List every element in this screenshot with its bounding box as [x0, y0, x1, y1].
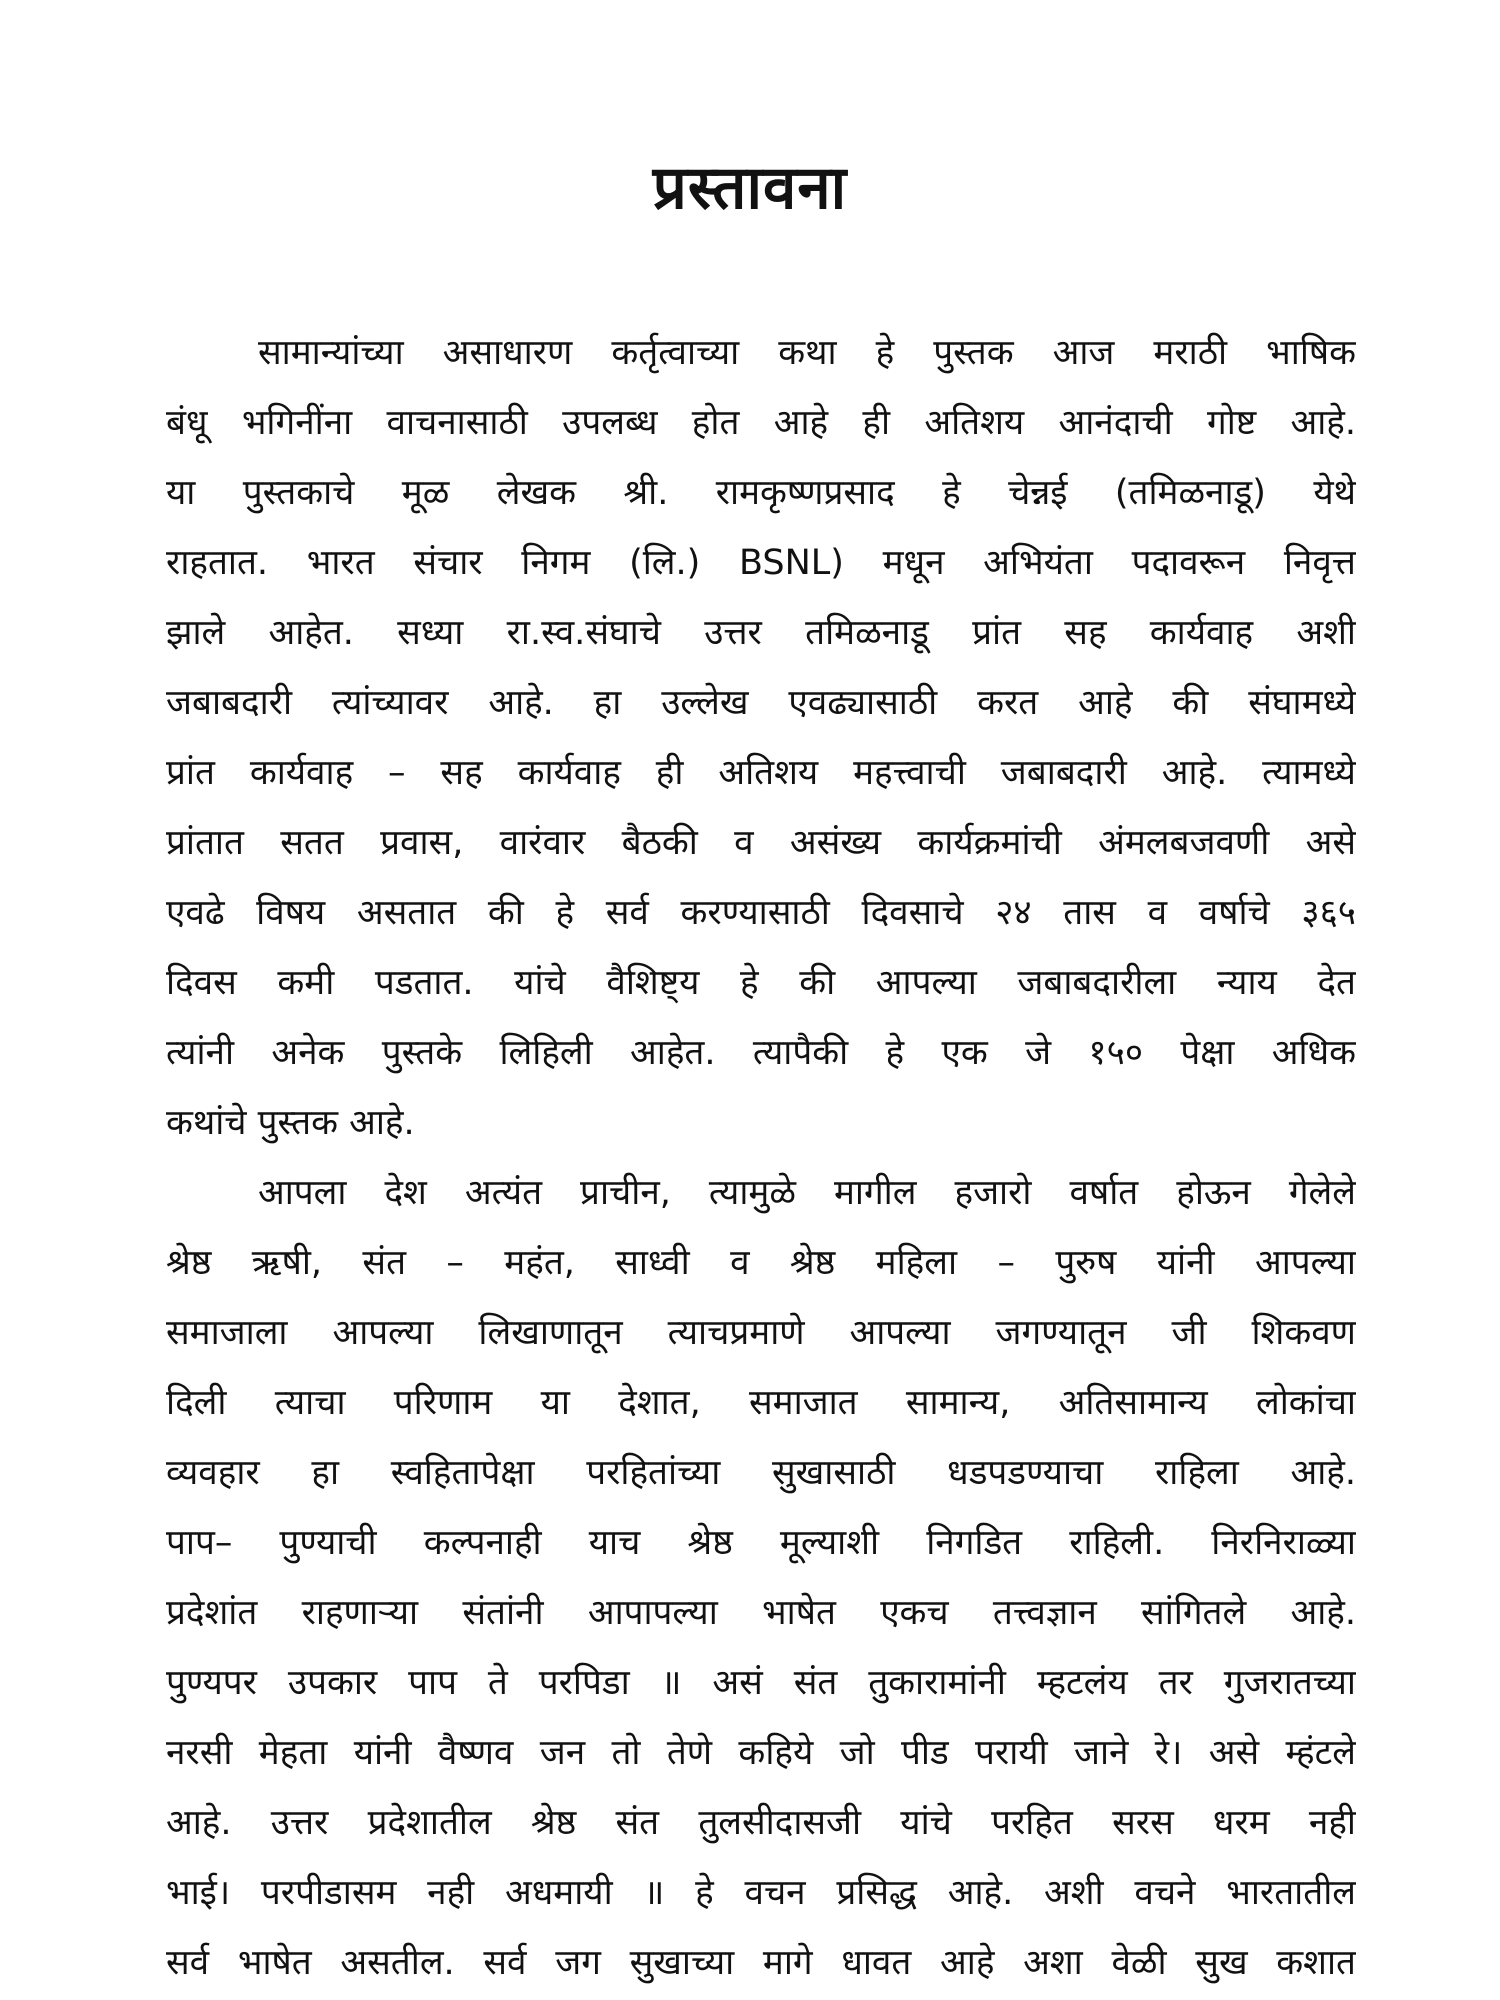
paragraph-1: [166, 318, 1356, 1158]
text-line: व्यवहार हा स्वहितापेक्षा परहितांच्या सुखासाठी धडपडण्याचा राहिला आहे.: [166, 1453, 1356, 1493]
text-line: समाजाला आपल्या लिखाणातून त्याचप्रमाणे आपल्या जगण्यातून जी शिकवण: [166, 1313, 1356, 1353]
text-line: प्रदेशांत राहणाऱ्या संतांनी आपापल्या भाषेत एकच तत्त्वज्ञान सांगितले आहे.: [166, 1593, 1356, 1633]
text-line: या पुस्तकाचे मूळ लेखक श्री. रामकृष्णप्रसाद हे चेन्नई (तमिळनाडू) येथे: [166, 473, 1356, 513]
paragraph-2: [166, 1158, 1356, 1998]
text-line: राहतात. भारत संचार निगम (लि.) BSNL) मधून अभियंता पदावरून निवृत्त: [166, 543, 1356, 583]
text-line: नरसी मेहता यांनी वैष्णव जन तो तेणे कहिये जो पीड परायी जाने रे। असे म्हंटले: [166, 1733, 1356, 1773]
body-text: [166, 318, 1356, 1998]
text-line: पुण्यपर उपकार पाप ते परपिडा ॥ असं संत तुकारामांनी म्हटलंय तर गुजरातच्या: [166, 1663, 1356, 1703]
text-line: सर्व भाषेत असतील. सर्व जग सुखाच्या मागे धावत आहे अशा वेळी सुख कशात: [166, 1943, 1356, 1983]
text-line: बंधू भगिनींना वाचनासाठी उपलब्ध होत आहे ही अतिशय आनंदाची गोष्ट आहे.: [166, 403, 1356, 443]
text-line: प्रांतात सतत प्रवास, वारंवार बैठकी व असंख्य कार्यक्रमांची अंमलबजवणी असे: [166, 823, 1356, 863]
text-line: एवढे विषय असतात की हे सर्व करण्यासाठी दिवसाचे २४ तास व वर्षाचे ३६५: [166, 893, 1356, 933]
text-line: सामान्यांच्या असाधारण कर्तृत्वाच्या कथा हे पुस्तक आज मराठी भाषिक: [258, 333, 1356, 373]
text-line: आहे. उत्तर प्रदेशातील श्रेष्ठ संत तुलसीदासजी यांचे परहित सरस धरम नही: [166, 1803, 1356, 1843]
text-line: कथांचे पुस्तक आहे.: [166, 1103, 415, 1143]
text-line: दिवस कमी पडतात. यांचे वैशिष्ट्य हे की आपल्या जबाबदारीला न्याय देत: [166, 963, 1356, 1003]
text-line: प्रांत कार्यवाह – सह कार्यवाह ही अतिशय महत्त्वाची जबाबदारी आहे. त्यामध्ये: [166, 753, 1356, 793]
text-line: आपला देश अत्यंत प्राचीन, त्यामुळे मागील हजारो वर्षात होऊन गेलेले: [258, 1173, 1356, 1213]
text-line: पाप– पुण्याची कल्पनाही याच श्रेष्ठ मूल्याशी निगडित राहिली. निरनिराळ्या: [166, 1523, 1356, 1563]
text-line: त्यांनी अनेक पुस्तके लिहिली आहेत. त्यापैकी हे एक जे १५० पेक्षा अधिक: [166, 1033, 1356, 1073]
text-line: श्रेष्ठ ऋषी, संत – महंत, साध्वी व श्रेष्ठ महिला – पुरुष यांनी आपल्या: [166, 1243, 1356, 1283]
text-line: झाले आहेत. सध्या रा.स्व.संघाचे उत्तर तमिळनाडू प्रांत सह कार्यवाह अशी: [166, 613, 1356, 653]
page-title: प्रस्तावना: [652, 153, 848, 223]
text-line: भाई। परपीडासम नही अधमायी ॥ हे वचन प्रसिद्ध आहे. अशी वचने भारतातील: [166, 1873, 1356, 1913]
text-line: दिली त्याचा परिणाम या देशात, समाजात सामान्य, अतिसामान्य लोकांचा: [166, 1383, 1356, 1423]
text-line: जबाबदारी त्यांच्यावर आहे. हा उल्लेख एवढ्यासाठी करत आहे की संघामध्ये: [166, 683, 1356, 723]
